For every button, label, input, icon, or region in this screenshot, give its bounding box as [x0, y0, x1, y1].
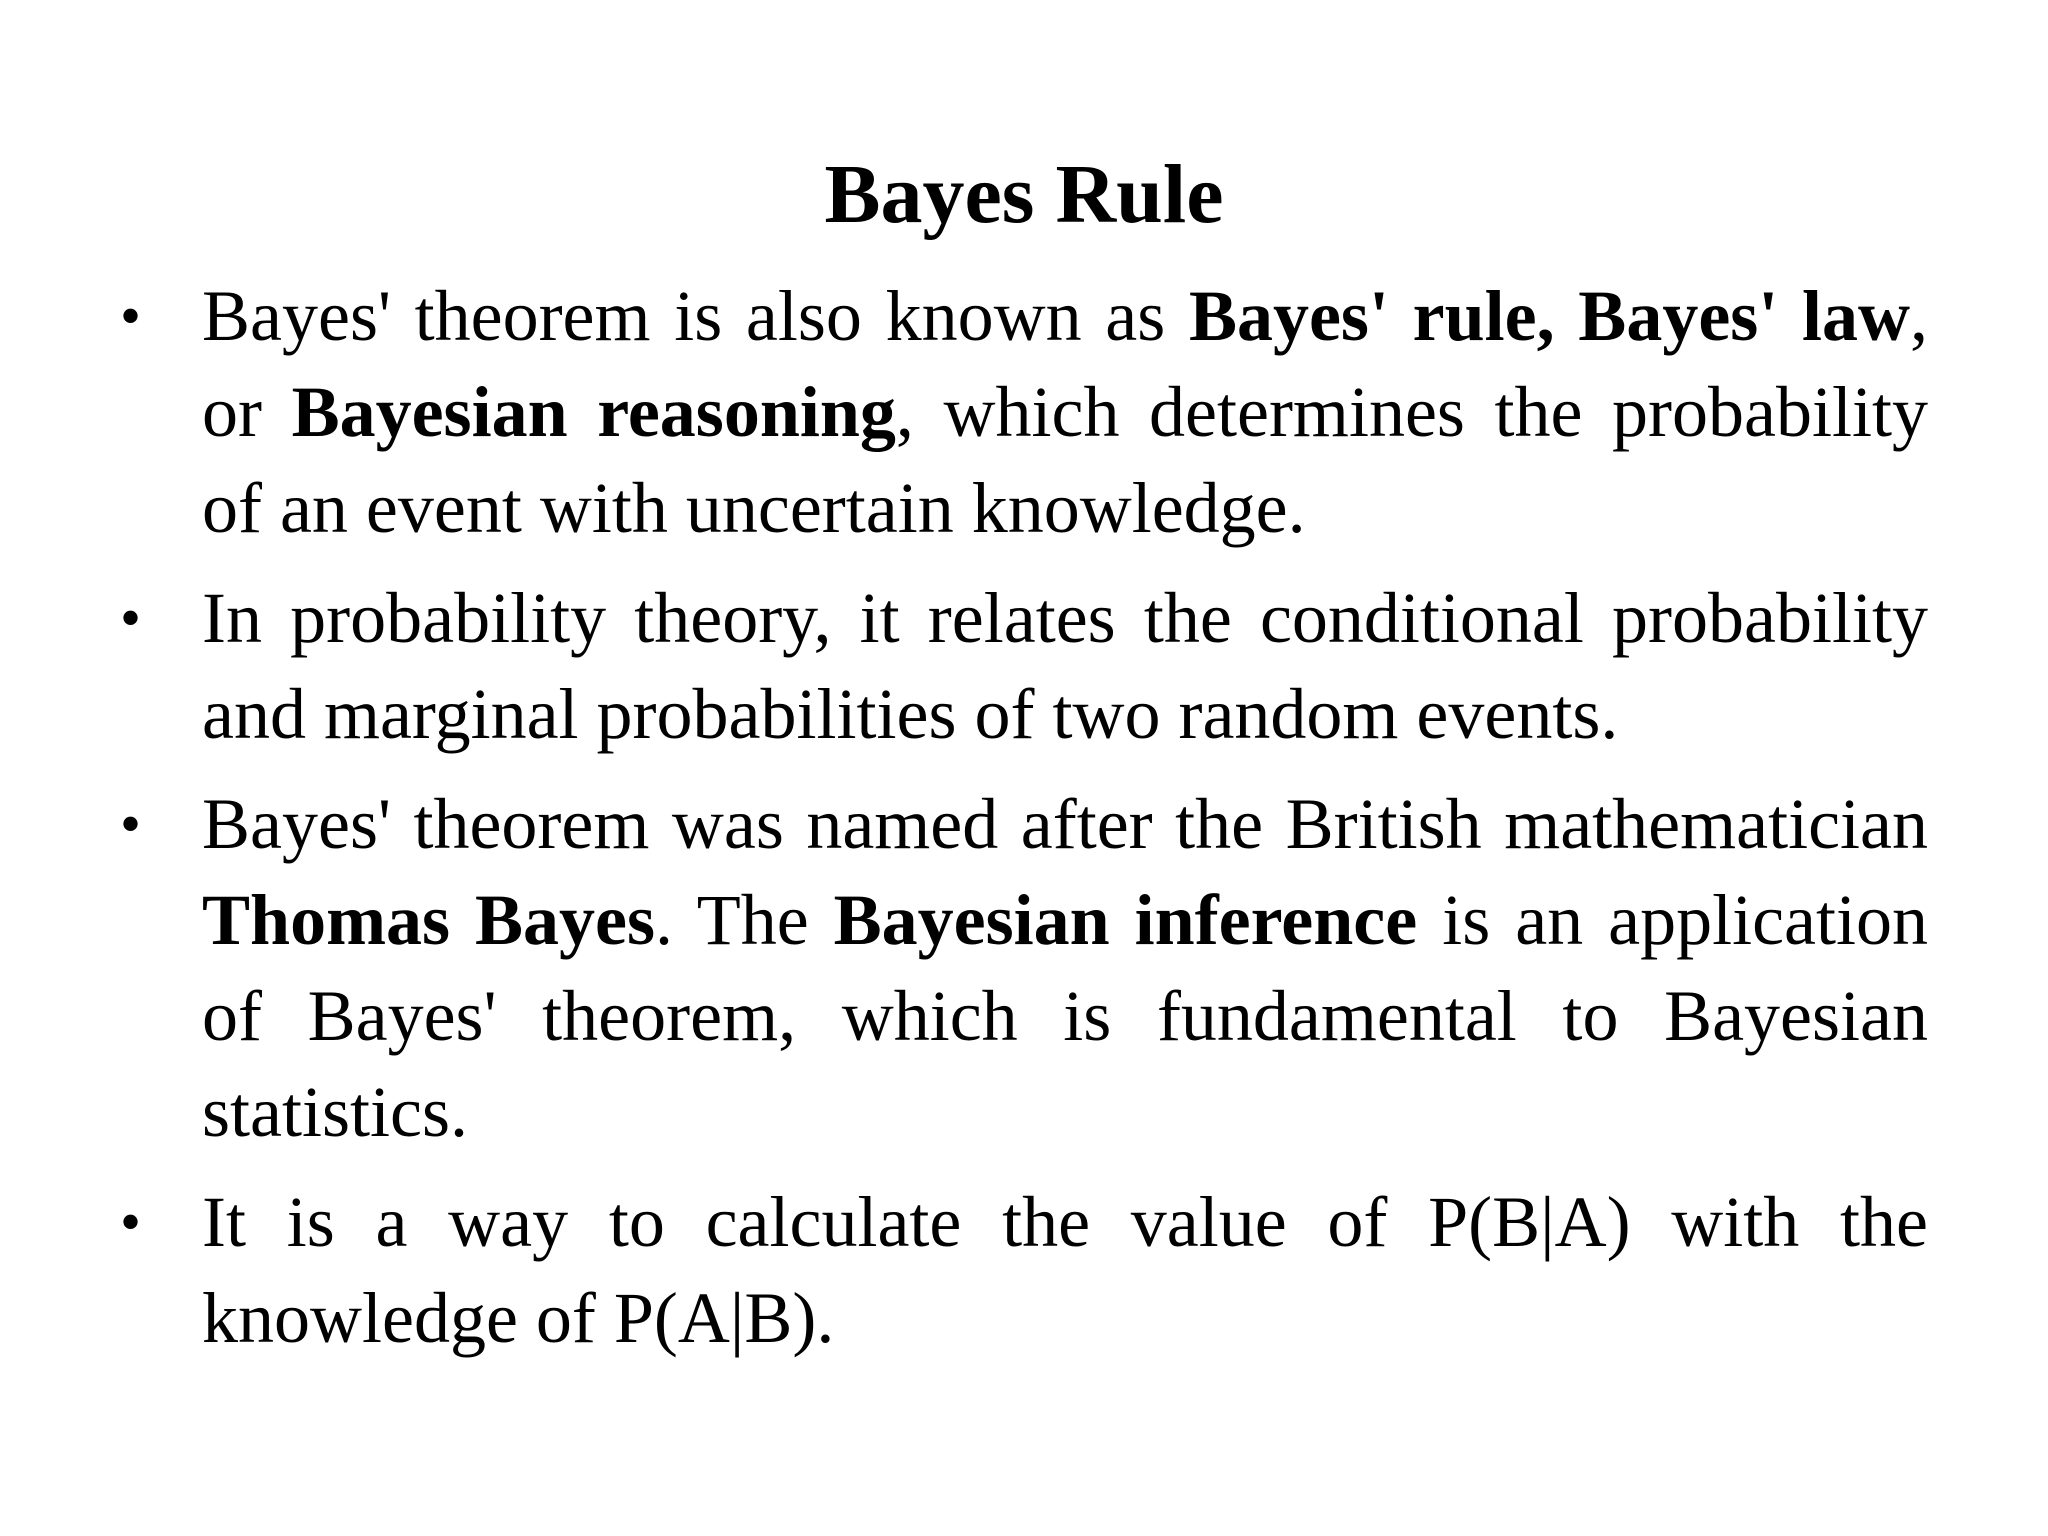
- bullet-dot-icon: •: [120, 283, 142, 349]
- text-segment: , which determines the probability of an event with uncertain knowledge.: [202, 372, 1928, 548]
- bullet-item: [120, 776, 1928, 1160]
- bullet-list: [120, 268, 1928, 1380]
- bullet-item: [120, 268, 1928, 556]
- text-segment: , or: [202, 276, 1928, 452]
- text-segment: is an application of Bayes' theorem, which is fundamental to Bayesian statistics.: [202, 880, 1929, 1152]
- bullet-text: [202, 784, 1928, 1152]
- text-segment: In probability theory, it relates the conditional probability and marginal probabilities of two random events.: [202, 578, 1928, 754]
- bullet-text: [202, 578, 1928, 754]
- bullet-text: [202, 1182, 1928, 1358]
- slide-title: Bayes Rule: [824, 148, 1224, 241]
- text-segment: Bayes' theorem is also known as: [202, 276, 1189, 356]
- bullet-dot-icon: •: [120, 791, 142, 857]
- text-segment-bold: Bayesian reasoning: [291, 372, 896, 452]
- text-segment: . The: [655, 880, 834, 960]
- text-segment-bold: Thomas Bayes: [202, 880, 656, 960]
- bullet-item: [120, 1174, 1928, 1366]
- bullet-item: [120, 570, 1928, 762]
- text-segment: Bayes' theorem was named after the British mathematician: [202, 784, 1928, 864]
- text-segment-bold: Bayesian inference: [833, 880, 1418, 960]
- text-segment-bold: Bayes' rule, Bayes' law: [1188, 276, 1910, 356]
- bullet-dot-icon: •: [120, 585, 142, 651]
- bullet-dot-icon: •: [120, 1189, 142, 1255]
- bullet-text: [202, 276, 1928, 548]
- text-segment: It is a way to calculate the value of P(B|A) with the knowledge of P(A|B).: [202, 1182, 1928, 1358]
